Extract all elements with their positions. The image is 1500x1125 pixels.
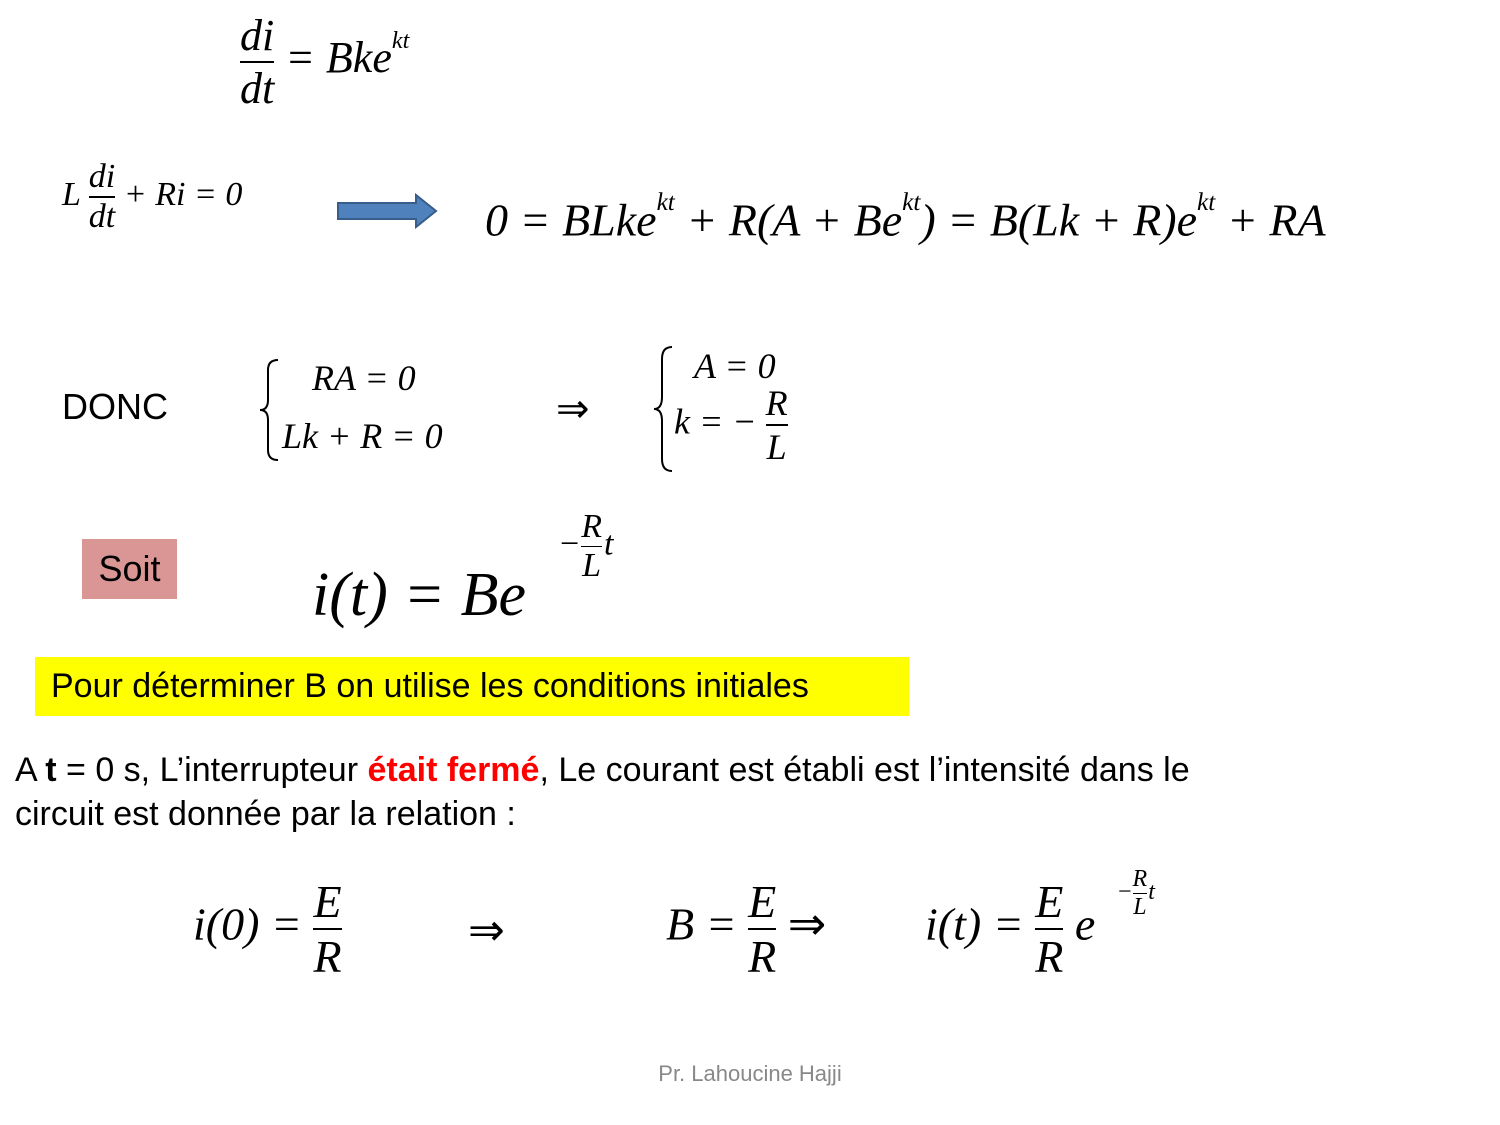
fraction-di-dt <box>240 10 274 114</box>
inductance-symbol: L <box>62 175 81 213</box>
fraction-di-dt <box>89 158 115 236</box>
exp-1: kt <box>656 188 675 216</box>
exponent: kt <box>391 26 410 54</box>
k-lhs: k = − <box>674 401 757 442</box>
numerator: R <box>765 383 788 423</box>
denominator: R <box>313 931 342 982</box>
denominator: L <box>766 427 787 467</box>
rhs: = Bke <box>285 33 392 83</box>
system2-line-2 <box>674 382 788 468</box>
system2-line-1: A = 0 <box>694 346 776 386</box>
denominator: dt <box>240 64 275 113</box>
exp-base: e <box>1074 898 1096 950</box>
system-line-2: Lk + R = 0 <box>282 416 443 456</box>
numerator: R <box>581 508 602 545</box>
para-red-text: était fermé <box>367 751 540 789</box>
implies-symbol: ⇒ <box>556 386 590 431</box>
numerator: E <box>748 876 777 927</box>
part-b: + R(A + Be <box>686 194 903 246</box>
fraction-e-r <box>313 875 341 983</box>
fraction-r-l <box>581 508 602 585</box>
implies-symbol: ⇒ <box>787 898 827 950</box>
paragraph-initial-conditions <box>15 748 1475 836</box>
equation-substitution <box>485 188 1326 246</box>
right-arrow-icon <box>336 193 440 229</box>
exp-3: kt <box>1197 188 1216 216</box>
para-line-2: circuit est donnée par la relation : <box>15 795 516 833</box>
equation-i0 <box>193 875 342 983</box>
part-d: + RA <box>1226 194 1326 246</box>
equation-differential <box>62 158 242 236</box>
rhs: + Ri = 0 <box>123 175 243 213</box>
left-brace-icon <box>258 358 282 462</box>
fraction-e-r <box>1035 875 1063 983</box>
numerator: di <box>240 11 275 60</box>
left-brace-icon <box>652 345 676 473</box>
minus: − <box>1118 879 1132 906</box>
denominator: R <box>1035 931 1064 982</box>
denominator: dt <box>88 198 116 235</box>
lhs: i(t) = <box>925 898 1024 950</box>
exponent-neg-r-over-l-t <box>1118 866 1155 921</box>
minus: − <box>560 525 580 563</box>
fraction-e-r <box>748 875 776 983</box>
highlight-box: Pour déterminer B on utilise les conditions initiales <box>35 657 909 716</box>
numerator: di <box>88 158 116 195</box>
lhs: i(0) = <box>193 898 302 950</box>
system-line-1: RA = 0 <box>312 358 416 398</box>
denominator: L <box>582 547 602 584</box>
equation-b <box>666 875 826 983</box>
denominator: L <box>1133 894 1147 920</box>
denominator: R <box>748 931 777 982</box>
fraction-r-l <box>1133 866 1148 921</box>
numerator: R <box>1132 866 1148 892</box>
para-text-3: , Le courant est établi est l’intensité dans le <box>539 751 1190 789</box>
t-symbol: t <box>603 525 614 563</box>
numerator: E <box>313 876 342 927</box>
numerator: E <box>1035 876 1064 927</box>
exponent-neg-r-over-l-t <box>560 508 613 585</box>
part-a: 0 = BLke <box>485 194 657 246</box>
lhs: B = <box>666 898 737 950</box>
equation-current <box>312 560 526 631</box>
exp-2: kt <box>902 188 921 216</box>
equation-it-final <box>925 875 1095 983</box>
para-text-1: A <box>15 751 46 789</box>
t-symbol: t <box>1148 879 1155 906</box>
donc-label: DONC <box>62 386 168 427</box>
para-t-bold: t <box>45 751 57 789</box>
footer-author: Pr. Lahoucine Hajji <box>658 1061 842 1086</box>
soit-label: Soit <box>82 539 177 599</box>
para-text-2: = 0 s, L’interrupteur <box>56 751 368 789</box>
part-c: ) = B(Lk + R)e <box>920 194 1198 246</box>
equation-derivative <box>240 10 409 114</box>
fraction-r-l <box>766 382 788 468</box>
lhs: i(t) = Be <box>312 561 526 629</box>
implies-symbol: ⇒ <box>468 906 505 955</box>
